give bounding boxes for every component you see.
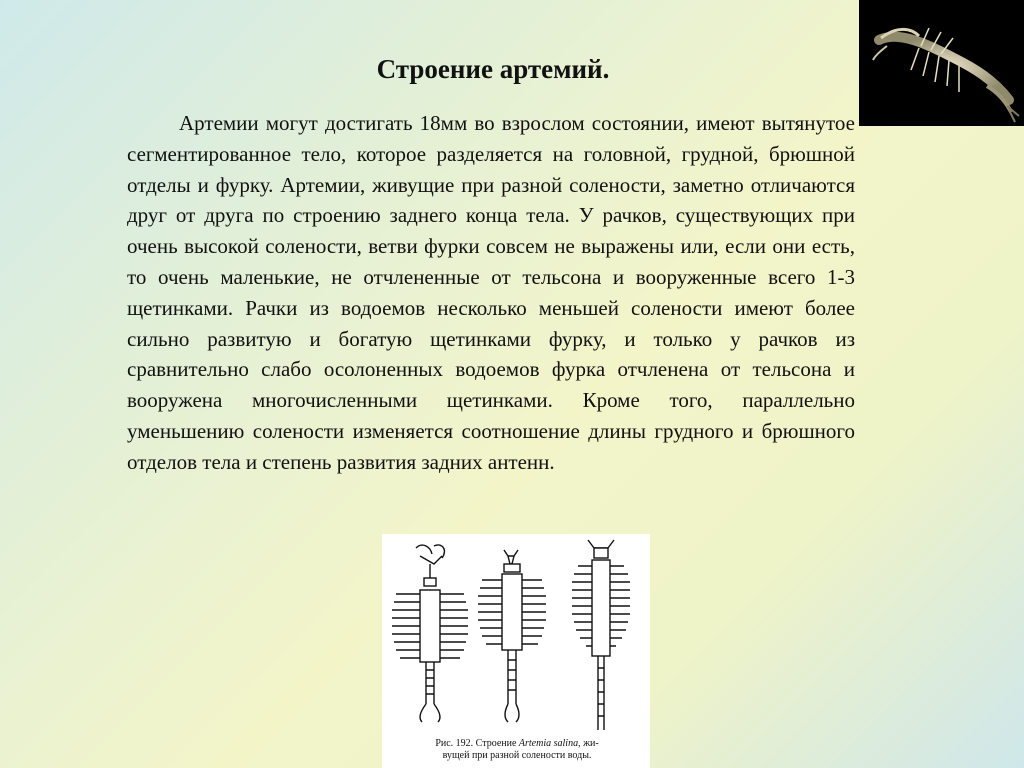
caption-line2: вущей при разной солености воды. <box>442 750 592 761</box>
caption-prefix: Рис. 192. Строение <box>435 738 519 749</box>
artemia-photo-drawing <box>859 0 1024 126</box>
slide-paragraph: Артемии могут достигать 18мм во взрослом состоянии, имеют вытянутое сегментированное тело, которое разделяется на головной, грудной, брюшной отделы и фурку. Артемии, живущие при разной солености, заметно отличаются друг от друга по строению заднего конца тела. У рачков, существующих при очень высокой солености, ветви фурки совсем не выражены или, если они есть, то очень маленькие, не отчлененные от тельсона и вооруженные всего 1-3 щетинками. Рачки из водоемов несколько меньшей солености имеют более сильно развитую и богатую щетинками фурку, и только у рачков из сравнительно слабо осолоненных водоемов фурка отчленена от тельсона и вооружена многочисленными щетинками. Кроме того, параллельно уменьшению солености изменяется соотношение длины грудного и брюшного отделов тела и степень развития задних антенн. <box>127 111 855 474</box>
figure-caption <box>386 738 648 762</box>
slide-title: Строение артемий. <box>376 54 610 84</box>
artemia-drawing-2 <box>478 550 546 722</box>
artemia-figure <box>382 534 650 768</box>
artemia-drawings <box>382 534 650 739</box>
caption-line1-end: , жи- <box>578 738 599 749</box>
artemia-photo <box>859 0 1024 126</box>
artemia-drawing-1 <box>392 545 468 722</box>
caption-species: Artemia salina <box>518 738 579 749</box>
artemia-drawing-3 <box>572 540 630 730</box>
